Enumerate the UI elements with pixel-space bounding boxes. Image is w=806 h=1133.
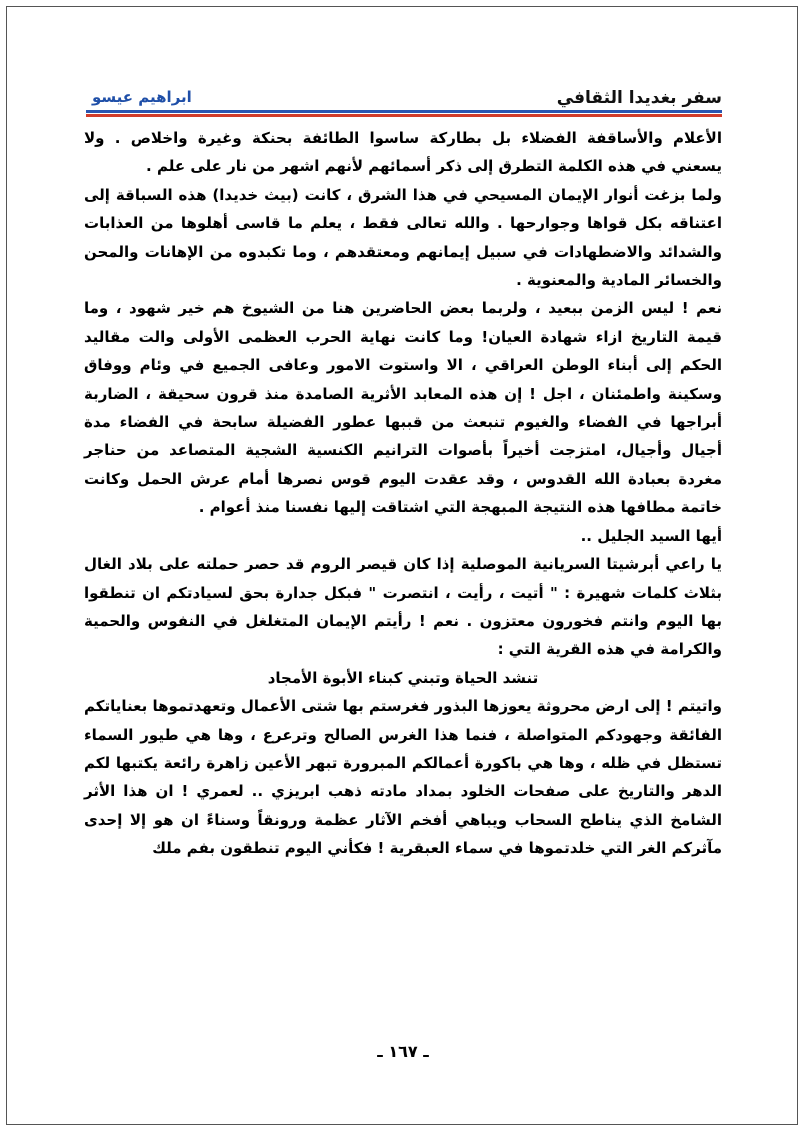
paragraph: الأعلام والأساقفة الفضلاء بل بطاركة ساسوا الطائفة بحنكة وغيرة واخلاص . ولا يسعني في هذه الكلمة التطرق إلى ذكر أسمائهم لأنهم اشهر من نار على علم .: [84, 129, 722, 176]
page-number: ـ ١٦٧ ـ: [377, 1042, 429, 1061]
paragraph: يا راعي أبرشيتا السريانية الموصلية إذا كان قيصر الروم قد حصر حملته على بلاد الغال بثلاث كلمات شهيرة : " أتيت ، رأيت ، انتصرت " فبكل جدارة بحق لسيادتكم ان تنطقوا بها اليوم وانتم فخورون معتزون . نعم ! رأيتم الإيمان المتغلغل في النفوس والحمية والكرامة في هذه القرية التي :: [84, 555, 722, 659]
page-header: [86, 86, 722, 112]
paragraph: أيها السيد الجليل ..: [580, 526, 722, 545]
header-rule-blue: [86, 110, 722, 113]
body-text: [84, 124, 722, 863]
verse-line: تنشد الحياة وتبني كبناء الأبوة الأمجاد: [267, 668, 539, 687]
paragraph: واتيتم ! إلى ارض محروثة يعوزها البذور فغرستم بها شتى الأعمال وتعهدتموها بعناياتكم الفائقة وجهودكم المتواصلة ، فنما هذا الغرس الصالح وترعرع ، وها هي طيور السماء تستظل في ظله ، وها هي باكورة أعمالكم المبرورة تبهر الأعين زاهرة رائعة يكتبها لكم الدهر والتاريخ على صفحات الخلود بمداد مادته ذهب ابريزي .. لعمري ! ان هذا الأثر الشامخ الذي يناطح السحاب ويباهي أفخم الآثار عظمة ورونقاً وسناءً ان هو إلا إحدى مآثركم الغر التي خلدتموها في سماء العبقرية ! فكأني اليوم تنطقون بفم ملك: [84, 697, 722, 858]
paragraph: ولما بزغت أنوار الإيمان المسيحي في هذا الشرق ، كانت (بيث خديدا) هذه السباقة إلى اعتناقه بكل قواها وجوارحها . والله تعالى فقط ، يعلم ما قاسى أهلوها من العذابات والشدائد والاضطهادات في سبيل إيمانهم ومعتقدهم ، وما تكبدوه من الإهانات والمحن والخسائر المادية والمعنوية .: [84, 185, 722, 290]
paragraph: نعم ! ليس الزمن ببعيد ، ولربما بعض الحاضرين هنا من الشيوخ هم خير شهود ، وما قيمة التاريخ ازاء شهادة العيان! وما كانت نهاية الحرب العظمى الأولى والت مقاليد الحكم إلى أبناء الوطن العراقي ، الا واستوت الامور وعافى الجميع في وئام ووفاق وسكينة واطمئنان ، اجل ! إن هذه المعابد الأثرية الصامدة منذ قرون سحيقة ، الضاربة أبراجها في الفضاء والغيوم تنبعث من قببها عطور الفضيلة سابحة في الفضاء مدة أجيال وأجيال، امتزجت أخيراً بأصوات الترانيم الكنسية الشجية المتصاعد من حناجر مغردة بعبادة الله القدوس ، وقد عقدت اليوم قوس نصرها أمام عرش الحمل وكانت خاتمة مطافها هذه النتيجة المبهجة التي اشتاقت إليها نفسنا منذ أعوام .: [84, 299, 722, 517]
header-rule-red: [86, 114, 722, 117]
author-name: ابراهيم عيسو: [92, 88, 192, 106]
book-title: سفر بغديدا الثقافي: [556, 88, 722, 108]
